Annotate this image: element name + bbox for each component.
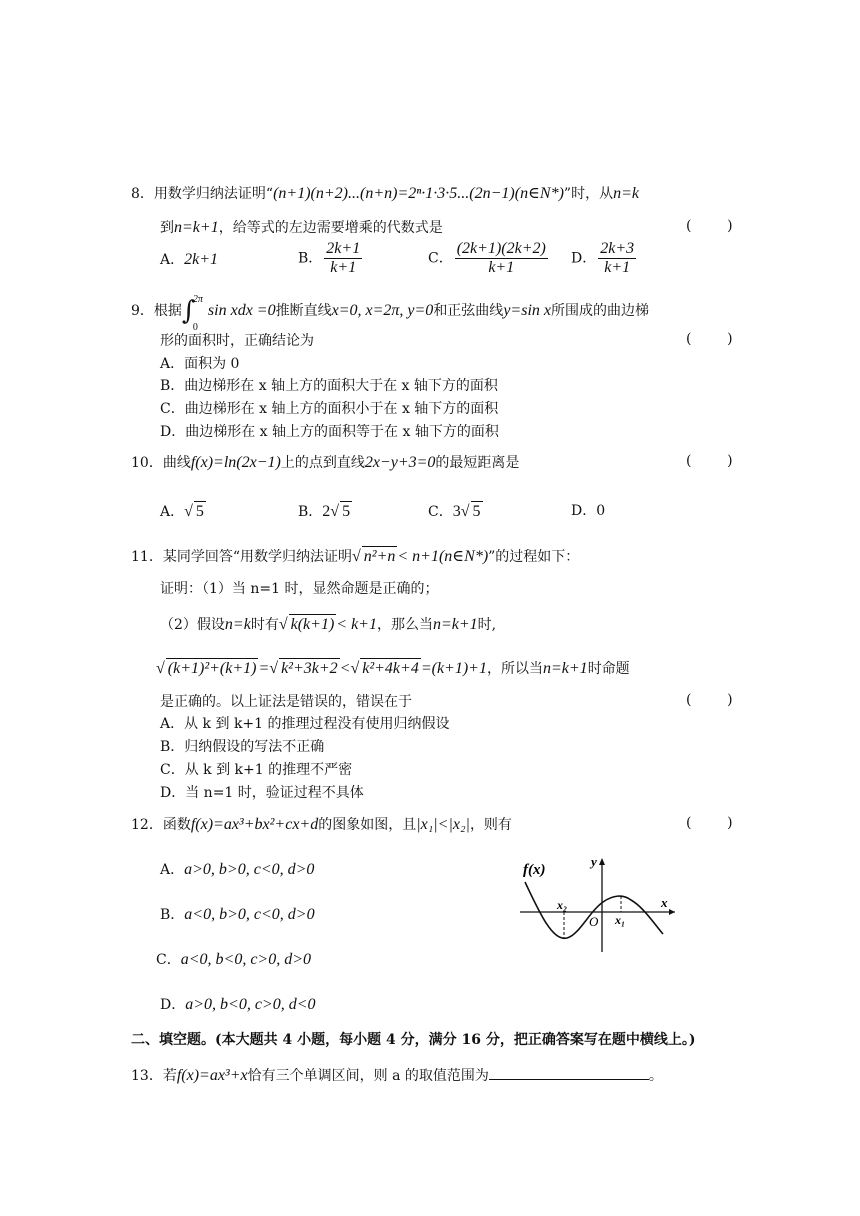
q13-formula: f(x)=ax³+x — [176, 1067, 248, 1084]
q11-text: ，那么当 — [376, 617, 433, 633]
sqrt-radicand: (k+1)²+(k+1) — [167, 660, 257, 677]
x-axis-arrow — [669, 909, 675, 915]
option-label: A． — [160, 862, 185, 878]
q12-formula: f(x)=ax³+bx²+cx+d — [190, 816, 319, 833]
answer-paren: ( ) — [686, 218, 733, 234]
q12-formula: a>0, b<0, c>0, d<0 — [185, 996, 316, 1013]
q13-number: 13． — [131, 1068, 163, 1084]
option-label: B． — [298, 250, 323, 267]
q9-number: 9． — [131, 303, 154, 319]
q9-text: 和正弦曲线 — [433, 303, 504, 319]
graph-x-label: x — [661, 895, 668, 910]
q8-option-a: 2k+1 — [184, 251, 219, 268]
q11-number: 11． — [131, 549, 163, 565]
q10-text: 曲线 — [162, 455, 191, 471]
q11-option-b: B．归纳假设的写法不正确 — [160, 739, 325, 755]
answer-paren: ( ) — [686, 331, 733, 347]
q11-formula: n=k — [224, 616, 251, 633]
q13-text: 恰有三个单调区间，则 a 的取值范围为 — [247, 1068, 489, 1084]
q11-text: 时有 — [250, 617, 279, 633]
integral-sign: ∫ 2π 0 — [182, 296, 208, 326]
q8-formula: n=k — [613, 185, 639, 202]
sqrt-radicand: k²+3k+2 — [281, 660, 338, 677]
q11-proof-step1: 证明：（1）当 n=1 时，显然命题是正确的； — [160, 581, 439, 597]
q10-option-c: C．3√ 5 — [428, 503, 481, 520]
q9-text: 根据 — [153, 303, 182, 319]
q11-text: 某同学回答“用数学归纳法证明 — [162, 549, 352, 565]
q12-formula: a<0, b>0, c<0, d>0 — [184, 906, 315, 923]
q11-option-d: D．当 n=1 时，验证过程不具体 — [160, 785, 364, 801]
coefficient: 2 — [322, 503, 331, 520]
q11-line4: 是正确的。以上证法是错误的，错误在于 — [160, 694, 412, 710]
integral-lower: 0 — [192, 322, 198, 333]
sqrt-radicand: 5 — [195, 503, 204, 520]
q11-line1: 11．某同学回答“用数学归纳法证明√ n²+n < n+1(n∈N*)”的过程如下： — [131, 548, 580, 565]
q10-line1 — [131, 453, 519, 473]
q9-text: 推断直线 — [275, 303, 332, 319]
sqrt-radicand: 5 — [342, 503, 351, 520]
coefficient: 3 — [452, 503, 461, 520]
q9-formula: sin xdx =0 — [207, 302, 276, 319]
option-label: D． — [160, 997, 186, 1013]
q8-number: 8． — [131, 186, 154, 202]
option-label: A． — [160, 252, 185, 268]
q12-formula: a<0, b<0, c>0, d>0 — [180, 951, 312, 968]
integral-upper: 2π — [192, 294, 203, 305]
q10-option-a: A．√ 5 — [160, 503, 204, 520]
q11-formula: < — [339, 660, 351, 677]
q8-text: ”时，从 — [563, 186, 614, 202]
q8-text: 到 — [160, 220, 174, 236]
fraction-numerator: (2k+1)(2k+2) — [456, 240, 546, 257]
option-label: B． — [160, 907, 185, 923]
fraction-numerator: 2k+3 — [600, 240, 635, 257]
q11-option-a: A．从 k 到 k+1 的推理过程没有使用归纳假设 — [160, 716, 450, 732]
q11-text: ，所以当 — [486, 661, 543, 677]
sqrt-radicand: k(k+1) — [290, 616, 335, 633]
q11-proof-step2: （2）假设n=k时有√ k(k+1) < k+1，那么当n=k+1时, — [160, 616, 497, 633]
q11-formula: =(k+1)+1 — [420, 660, 487, 677]
q8-option-b — [298, 240, 364, 277]
q12-text: 的图象如图，且 — [318, 817, 417, 833]
q13-line1 — [131, 1065, 663, 1086]
fraction-numerator: 2k+1 — [326, 240, 361, 257]
q10-text: 上的点到直线 — [280, 455, 365, 471]
q10-option-d: D．0 — [571, 503, 606, 519]
q9-option-b: B．曲边梯形在 x 轴上方的面积大于在 x 轴下方的面积 — [160, 378, 498, 394]
q13-text: 。 — [648, 1068, 663, 1084]
q8-options — [160, 250, 218, 270]
q12-formula: |x₁|<|x₂| — [416, 816, 470, 833]
sqrt-radicand: k²+4k+4 — [362, 660, 419, 677]
q8-text: ，给等式的左边需要增乘的代数式是 — [218, 220, 443, 236]
sqrt-radicand: n²+n — [363, 548, 396, 565]
sqrt-radicand: 5 — [472, 503, 481, 520]
q8-option-c — [428, 240, 550, 277]
q9-text: 所围成的曲边梯 — [550, 303, 649, 319]
fraction-denominator: k+1 — [330, 259, 357, 276]
graph-x2-label: x₂ — [557, 898, 568, 912]
q8-line1 — [131, 184, 639, 204]
q11-formula: n=k+1 — [432, 616, 478, 633]
fraction-denominator: k+1 — [488, 259, 515, 276]
answer-paren: ( ) — [686, 815, 733, 831]
q9-formula: y=sin x — [503, 302, 551, 319]
option-label: C． — [428, 250, 453, 267]
q12-option-b — [160, 905, 315, 925]
answer-paren: ( ) — [686, 692, 733, 708]
q12-option-c — [156, 950, 311, 970]
q8-formula: (n+1)(n+2)...(n+n)=2ⁿ·1·3·5...(2n−1)(n∈N*) — [273, 185, 564, 202]
graph-y-label: y — [591, 854, 597, 869]
answer-blank[interactable] — [489, 1065, 649, 1080]
option-label: B． — [298, 504, 323, 520]
q8-formula: n=k+1 — [174, 219, 219, 236]
q11-text: 时, — [477, 617, 497, 633]
q11-text: 时命题 — [587, 661, 630, 677]
fraction-denominator: k+1 — [604, 259, 631, 276]
q12-option-a — [160, 860, 314, 880]
q11-formula: n=k+1 — [542, 660, 588, 677]
q9-line2: 形的面积时，正确结论为 — [160, 333, 314, 349]
q9-formula: x=0, x=2π, y=0 — [331, 302, 434, 319]
q10-option-b: B．2√ 5 — [298, 503, 351, 520]
graph-origin-label: O — [589, 914, 599, 929]
q13-text: 若 — [162, 1068, 177, 1084]
option-label: A． — [160, 504, 185, 520]
q9-line1 — [131, 294, 649, 333]
cubic-curve — [525, 882, 663, 938]
q12-formula: a>0, b>0, c<0, d>0 — [184, 861, 315, 878]
q11-option-c: C．从 k 到 k+1 的推理不严密 — [160, 762, 353, 778]
q10-text: 的最短距离是 — [435, 455, 520, 471]
graph-f-label: f(x) — [523, 862, 546, 878]
q9-option-d: D．曲边梯形在 x 轴上方的面积等于在 x 轴下方的面积 — [160, 424, 499, 440]
q10-number: 10． — [131, 455, 163, 471]
q11-text: ”的过程如下： — [488, 549, 580, 565]
q11-formula: < n+1(n∈N*) — [397, 548, 489, 565]
function-graph — [515, 852, 680, 957]
q12-text: 函数 — [162, 817, 191, 833]
y-axis-arrow — [599, 858, 605, 865]
q8-text: 用数学归纳法证明“ — [153, 186, 274, 202]
q8-line2 — [160, 218, 443, 238]
q12-number: 12． — [131, 817, 163, 833]
q9-option-a: A．面积为 0 — [160, 356, 240, 372]
q9-option-c: C．曲边梯形在 x 轴上方的面积小于在 x 轴下方的面积 — [160, 401, 499, 417]
option-label: D． — [571, 250, 597, 267]
q11-formula: = — [258, 660, 270, 677]
answer-paren: ( ) — [686, 453, 733, 469]
q12-option-d — [160, 995, 316, 1015]
option-label: C． — [428, 504, 453, 520]
graph-x1-label: x₁ — [615, 913, 626, 927]
q12-line1 — [131, 815, 512, 835]
q11-proof-step3: √ (k+1)²+(k+1) =√ k²+3k+2 <√ k²+4k+4 =(k+1)+1，所以当n=k+1时命题 — [156, 660, 630, 677]
q12-text: ，则有 — [469, 817, 512, 833]
q11-text: （2）假设 — [160, 617, 225, 633]
q10-formula: f(x)=ln(2x−1) — [190, 454, 281, 471]
q8-option-d — [571, 240, 638, 277]
option-label: C． — [156, 952, 181, 968]
section-heading: 二、填空题。(本大题共 4 小题，每小题 4 分，满分 16 分，把正确答案写在题中横线上。) — [131, 1032, 696, 1048]
q11-formula: < k+1 — [336, 616, 377, 633]
q10-formula: 2x−y+3=0 — [364, 454, 436, 471]
